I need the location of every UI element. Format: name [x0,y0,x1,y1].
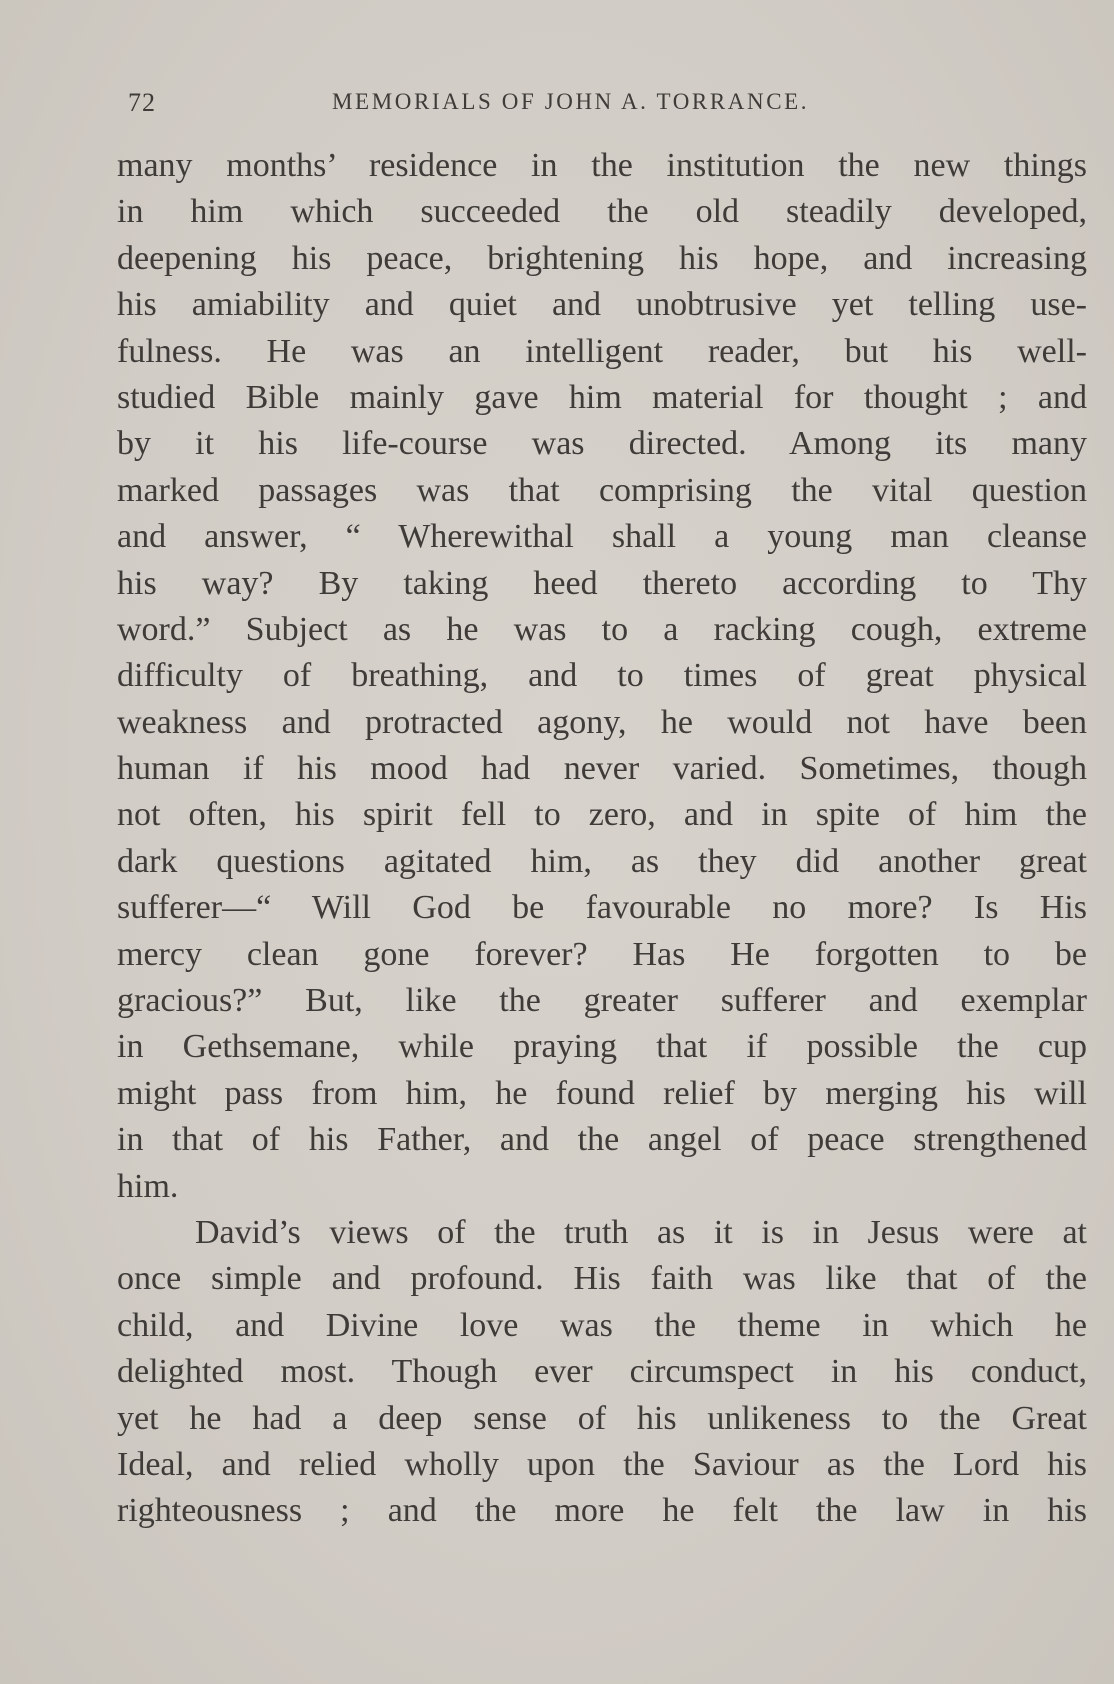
text-line: many months’ residence in the institution the new things [117,147,1087,184]
text-line: might pass from him, he found relief by merging his will [117,1074,1087,1112]
text-line: yet he had a deep sense of his unlikeness to the Great [117,1399,1087,1437]
text-line: his amiability and quiet and unobtrusive yet telling use- [117,286,1087,324]
text-line: human if his mood had never varied. Sometimes, though [117,750,1087,788]
page-number: 72 [128,88,156,117]
text-line: in that of his Father, and the angel of peace strengthened [117,1121,1087,1159]
text-line: righteousness ; and the more he felt the law in his [117,1492,1087,1530]
paragraph-start-line: David’s views of the truth as it is in Jesus were at [195,1213,1087,1251]
text-line: fulness. He was an intelligent reader, but his well- [117,332,1087,370]
text-line: in Gethsemane, while praying that if possible the cup [117,1028,1087,1066]
text-line: his way? By taking heed thereto according to Thy [117,564,1087,602]
text-line: sufferer—“ Will God be favourable no more? Is His [117,889,1087,927]
text-line: deepening his peace, brightening his hope, and increasing [117,239,1087,277]
text-line: Ideal, and relied wholly upon the Saviour as the Lord his [117,1445,1087,1483]
text-line: and answer, “ Wherewithal shall a young man cleanse [117,518,1087,556]
text-line: mercy clean gone forever? Has He forgotten to be [117,935,1087,973]
running-head: MEMORIALS OF JOHN A. TORRANCE. [332,89,810,114]
page-header [128,88,1086,122]
text-line: studied Bible mainly gave him material for thought ; and [117,378,1087,416]
paragraph-end-line: him. [117,1167,179,1205]
text-line: gracious?” But, like the greater sufferer and exemplar [117,982,1087,1020]
text-line: child, and Divine love was the theme in which he [117,1306,1087,1344]
text-line: dark questions agitated him, as they did another great [117,842,1087,880]
text-line: not often, his spirit fell to zero, and in spite of him the [117,796,1087,834]
body-text [117,143,1087,1535]
text-line: marked passages was that comprising the vital question [117,471,1087,509]
text-line: in him which succeeded the old steadily developed, [117,193,1087,231]
text-line: weakness and protracted agony, he would not have been [117,703,1087,741]
text-line: difficulty of breathing, and to times of great physical [117,657,1087,695]
text-line: word.” Subject as he was to a racking cough, extreme [117,610,1087,648]
text-line: once simple and profound. His faith was like that of the [117,1260,1087,1298]
text-line: by it his life-course was directed. Among its many [117,425,1087,463]
text-line: delighted most. Though ever circumspect in his conduct, [117,1353,1087,1391]
